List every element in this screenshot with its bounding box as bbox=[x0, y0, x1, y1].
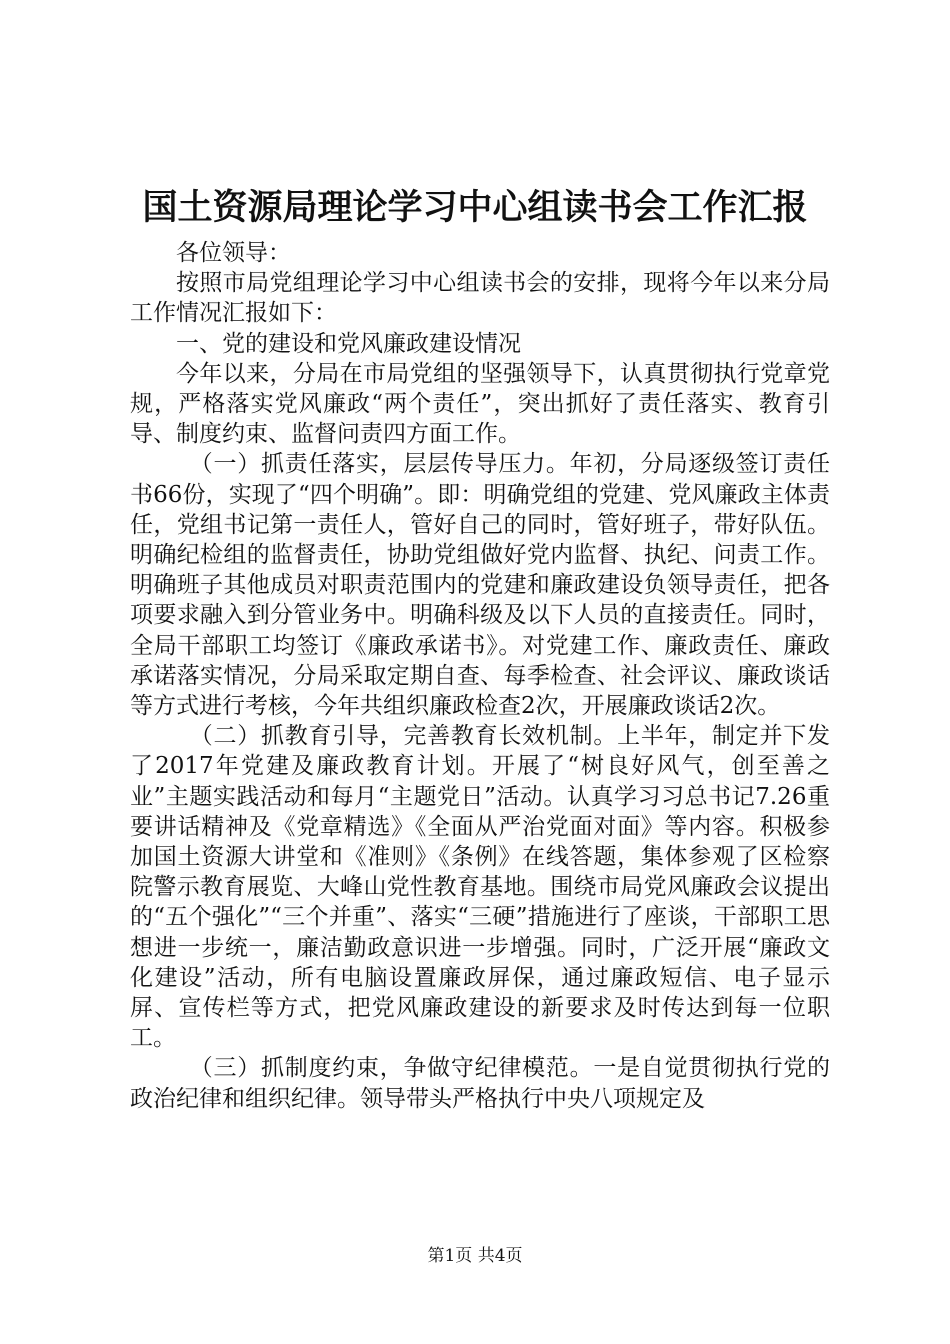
document-title: 国土资源局理论学习中心组读书会工作汇报 bbox=[142, 187, 808, 228]
section-heading: 一、党的建设和党风廉政建设情况 bbox=[176, 330, 521, 357]
salutation-paragraph: 各位领导： bbox=[176, 240, 291, 266]
intro-paragraph: 按照市局党组理论学习中心组读书会的安排，现将今年以来分局工作情况汇报如下： bbox=[130, 270, 830, 327]
subsection-paragraph-3: （三）抓制度约束，争做守纪律模范。一是自觉贯彻执行党的政治纪律和组织纪律。领导带头严格执行中央八项规定及 bbox=[130, 1055, 830, 1112]
document-body bbox=[130, 238, 830, 1114]
page-number-footer: 第1页 共4页 bbox=[427, 1246, 523, 1266]
subsection-paragraph-1: （一）抓责任落实，层层传导压力。年初，分局逐级签订责任书66份，实现了“四个明确”。即：明确党组的党建、党风廉政主体责任，党组书记第一责任人，管好自己的同时，管好班子，带好队伍。明确纪检组的监督责任，协助党组做好党内监督、执纪、问责工作。明确班子其他成员对职责范围内的党建和廉政建设负领导责任，把各项要求融入到分管业务中。明确科级及以下人员的直接责任。同时，全局干部职工均签订《廉政承诺书》。对党建工作、廉政责任、廉政承诺落实情况，分局采取定期自查、每季检查、社会评议、廉政谈话等方式进行考核，今年共组织廉政检查2次，开展廉政谈话2次。 bbox=[130, 451, 830, 720]
body-paragraph: 今年以来，分局在市局党组的坚强领导下，认真贯彻执行党章党规，严格落实党风廉政“两个责任”，突出抓好了责任落实、教育引导、制度约束、监督问责四方面工作。 bbox=[130, 360, 830, 448]
subsection-paragraph-2: （二）抓教育引导，完善教育长效机制。上半年，制定并下发了2017年党建及廉政教育计划。开展了“树良好风气，创至善之业”主题实践活动和每月“主题党日”活动。认真学习习总书记7.26重要讲话精神及《党章精选》《全面从严治党面对面》等内容。积极参加国土资源大讲堂和《准则》《条例》在线答题，集体参观了区检察院警示教育展览、大峰山党性教育基地。围绕市局党风廉政会议提出的“五个强化”“三个并重”、落实“三硬”措施进行了座谈，干部职工思想进一步统一，廉洁勤政意识进一步增强。同时，广泛开展“廉政文化建设”活动，所有电脑设置廉政屏保，通过廉政短信、电子显示屏、宣传栏等方式，把党风廉政建设的新要求及时传达到每一位职工。 bbox=[130, 723, 830, 1052]
